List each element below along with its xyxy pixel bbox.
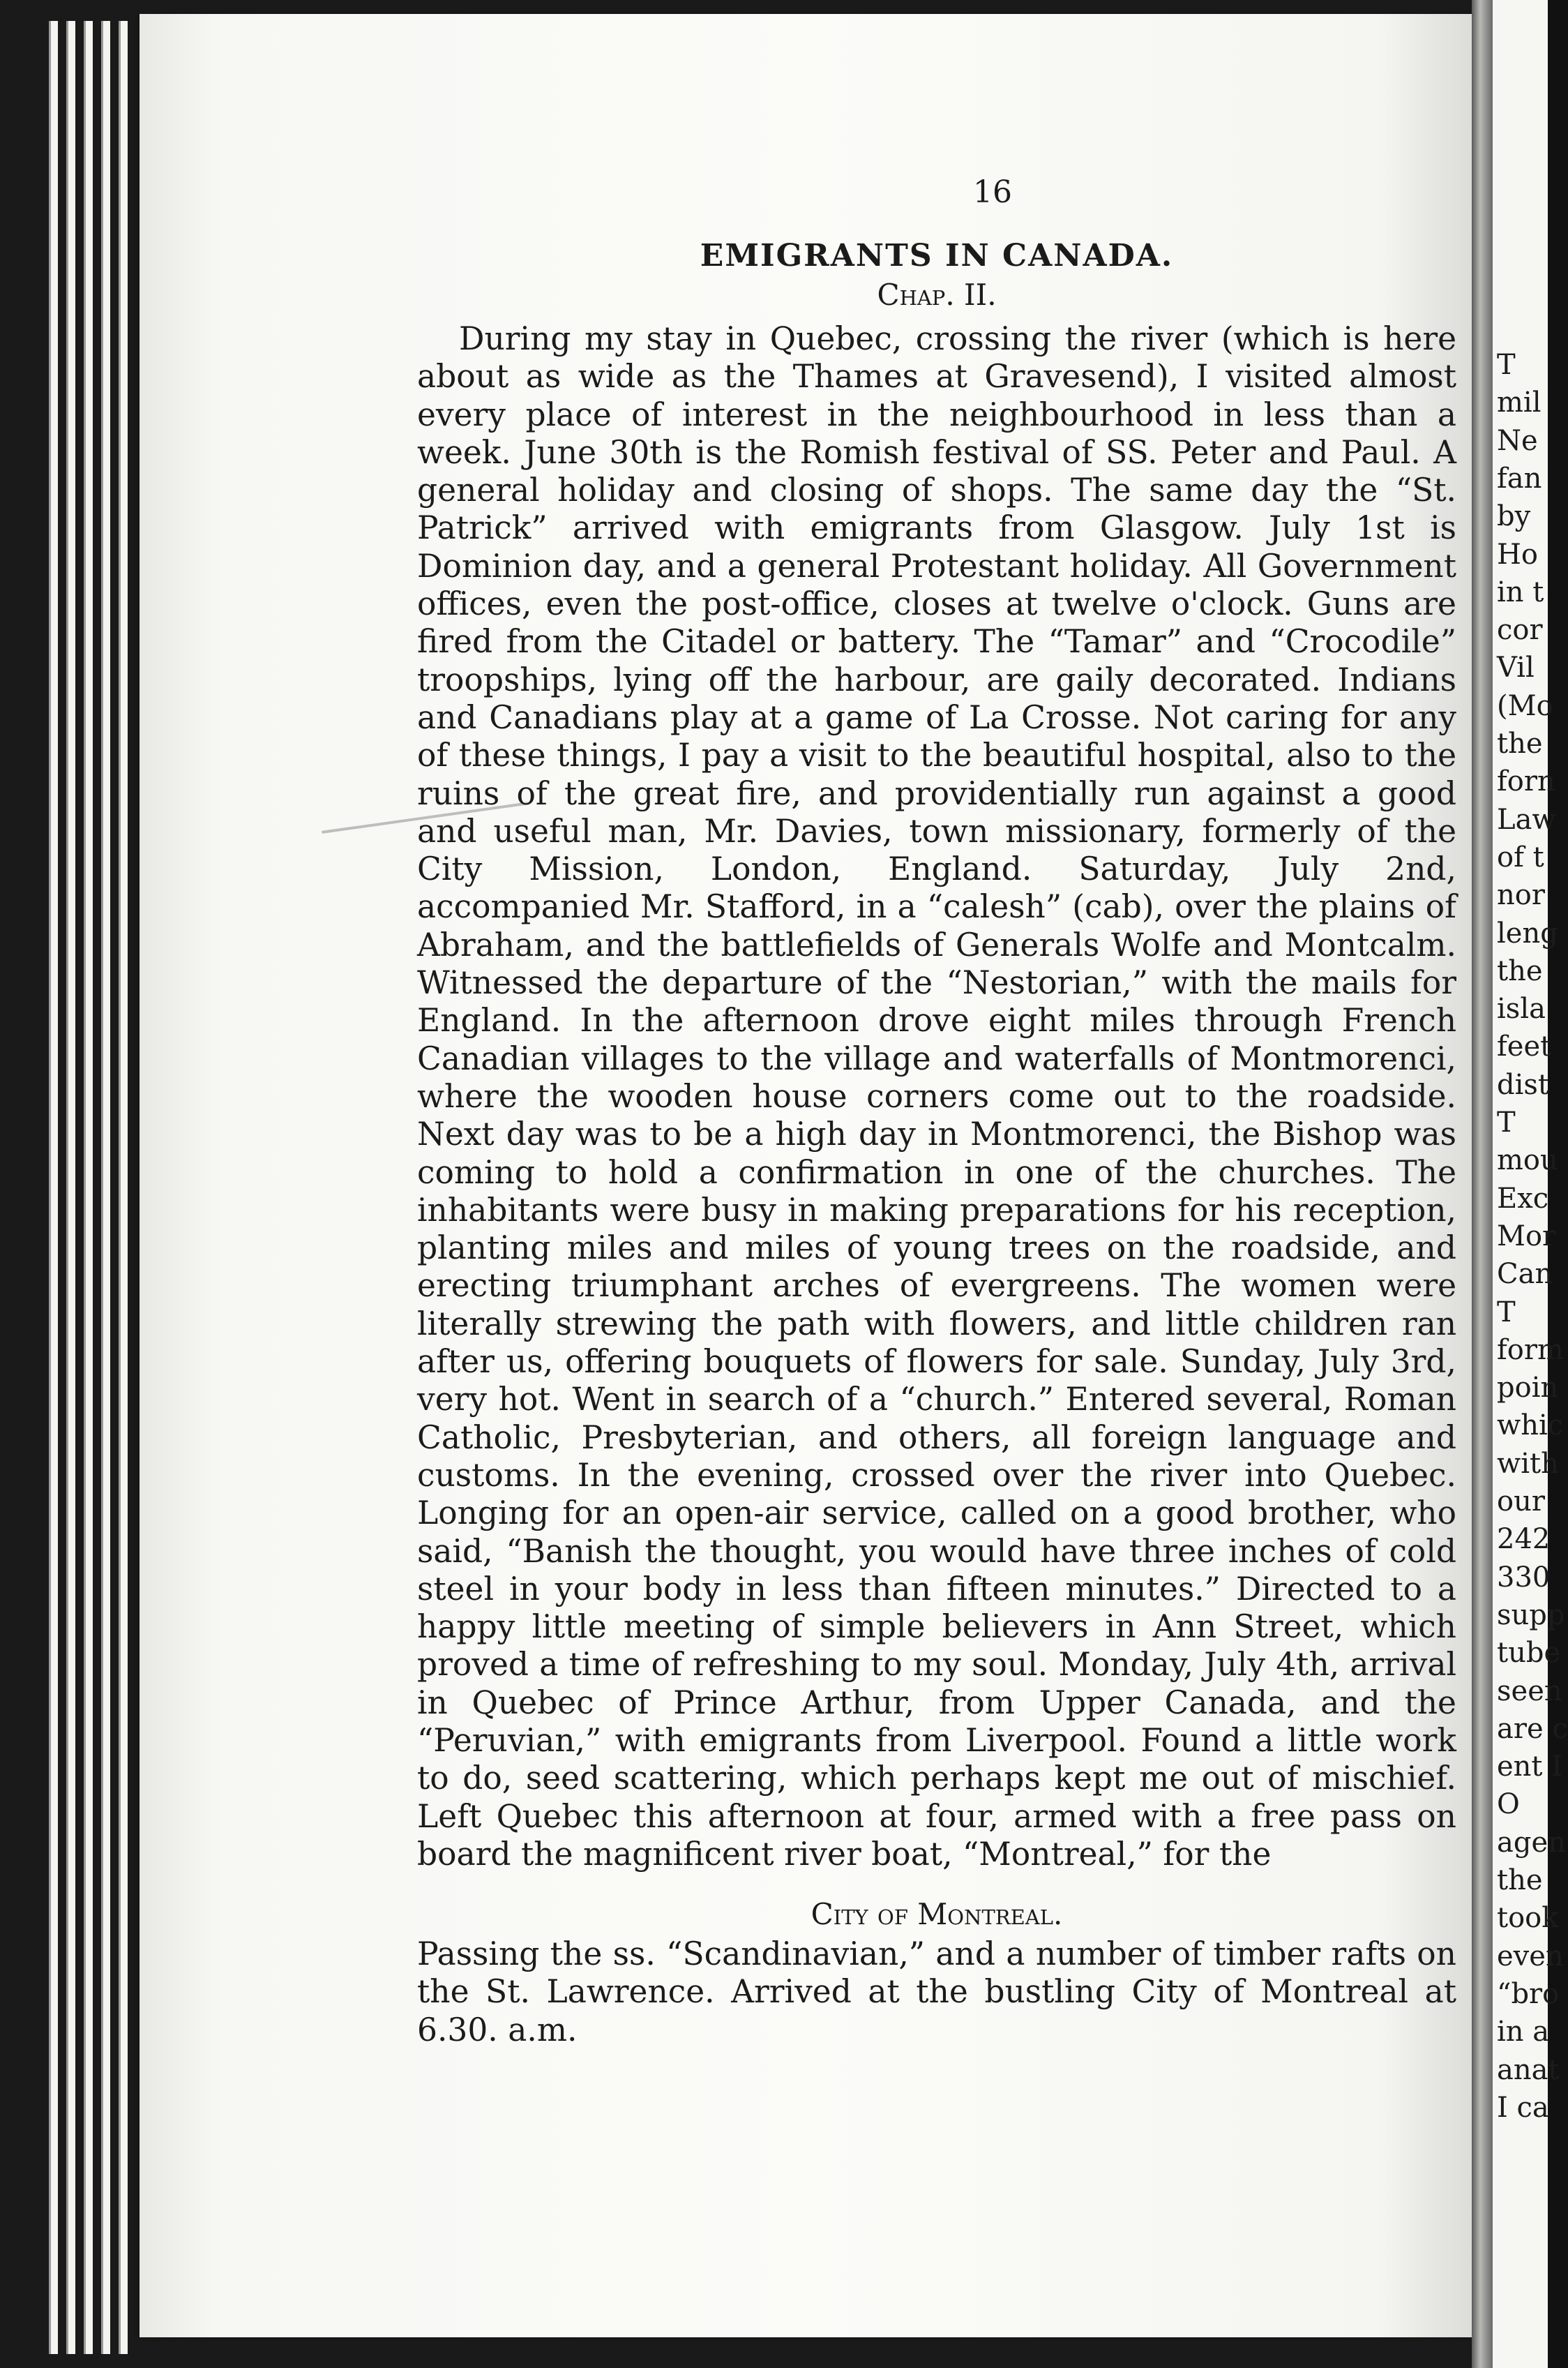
adjacent-page-text-fragment: fan bbox=[1497, 462, 1542, 495]
adjacent-page-text-fragment: 242 bbox=[1497, 1523, 1551, 1556]
page-edge bbox=[66, 21, 75, 2354]
page-number: 16 bbox=[973, 174, 1012, 210]
adjacent-page-text-fragment: form bbox=[1497, 1333, 1564, 1366]
adjacent-page-text-fragment: O bbox=[1497, 1788, 1520, 1821]
adjacent-page-text-fragment: in a bbox=[1497, 2016, 1550, 2048]
adjacent-page-text-fragment: Mor bbox=[1497, 1220, 1556, 1252]
adjacent-page-text-fragment: with bbox=[1497, 1447, 1559, 1480]
adjacent-page-text-fragment: mil bbox=[1497, 387, 1541, 419]
adjacent-page-text-fragment: T bbox=[1497, 349, 1516, 381]
adjacent-page-text-fragment: leng bbox=[1497, 917, 1558, 950]
adjacent-page-text-fragment: supp bbox=[1497, 1598, 1565, 1631]
page-edge bbox=[101, 21, 110, 2354]
adjacent-page-text-fragment: seen bbox=[1497, 1674, 1562, 1707]
section-title: City of Montreal. bbox=[811, 1897, 1063, 1932]
adjacent-page-text-fragment: took bbox=[1497, 1902, 1559, 1935]
adjacent-page-text-fragment: by bbox=[1497, 500, 1531, 533]
adjacent-page-text-fragment: ent I bbox=[1497, 1751, 1563, 1783]
adjacent-page-text-fragment: Can bbox=[1497, 1258, 1553, 1291]
adjacent-page-text-fragment: cor bbox=[1497, 614, 1543, 647]
page-edge bbox=[119, 21, 128, 2354]
adjacent-page-text-fragment: the bbox=[1497, 1864, 1543, 1896]
body-paragraph: Passing the ss. “Scandinavian,” and a number of timber rafts on the St. Lawrence. Arrived at the bustling City of Montreal at 6.30. a.m. bbox=[417, 1935, 1456, 2048]
adjacent-page-text-fragment: 330 bbox=[1497, 1561, 1551, 1594]
adjacent-page-text-fragment: mou bbox=[1497, 1144, 1558, 1177]
adjacent-page-text-fragment: T bbox=[1497, 1107, 1516, 1139]
adjacent-page-text-fragment: anat bbox=[1497, 2053, 1560, 2086]
adjacent-page-text-fragment: isla bbox=[1497, 993, 1546, 1026]
adjacent-page-text-fragment: I ca bbox=[1497, 2091, 1549, 2124]
adjacent-page-text-fragment: T bbox=[1497, 1296, 1516, 1328]
adjacent-page-text-fragment: Exc bbox=[1497, 1182, 1549, 1215]
adjacent-page-text-fragment: Ne bbox=[1497, 424, 1538, 457]
adjacent-page-text-fragment: Law bbox=[1497, 803, 1556, 836]
adjacent-page-text-fragment: Vil bbox=[1497, 652, 1535, 684]
page-edge bbox=[84, 21, 93, 2354]
adjacent-page-text-fragment: (Mo bbox=[1497, 689, 1553, 722]
adjacent-page-text-fragment: whic bbox=[1497, 1409, 1564, 1442]
adjacent-page-text-fragment: our bbox=[1497, 1485, 1545, 1518]
chapter-title: Chap. II. bbox=[877, 278, 997, 312]
adjacent-page-text-fragment: Ho bbox=[1497, 538, 1538, 571]
adjacent-page-text-fragment: of t bbox=[1497, 841, 1544, 874]
book-gutter bbox=[1472, 0, 1493, 2368]
page-heading: EMIGRANTS IN CANADA. bbox=[700, 238, 1174, 273]
adjacent-page bbox=[1493, 0, 1568, 2368]
page-edge bbox=[49, 21, 58, 2354]
adjacent-page-text-fragment: poin bbox=[1497, 1372, 1559, 1404]
adjacent-page-text-fragment: the bbox=[1497, 954, 1543, 987]
adjacent-page-text-fragment: the bbox=[1497, 728, 1543, 760]
adjacent-page-text-fragment: feet bbox=[1497, 1031, 1552, 1063]
adjacent-page-text-fragment: are c bbox=[1497, 1712, 1568, 1745]
adjacent-page-text-fragment: even bbox=[1497, 1940, 1564, 1972]
adjacent-page-text-fragment: tube bbox=[1497, 1637, 1561, 1670]
body-paragraph: During my stay in Quebec, crossing the river (which is here about as wide as the Thames at Gravesend), I visited almost every place of interest in the neighbourhood in less than a week. June 30th is the Romish festival of SS. Peter and Paul. A general holiday and closing of shops. The same day the “St. Patrick” arrived with emigrants from Glasgow. July 1st is Dominion day, and a general Protestant holiday. All Government offices, even the post-office, closes at twelve o'clock. Guns are fired from the Citadel or battery. The “Tamar” and “Crocodile” troopships, lying off the harbour, are gaily decorated. Indians and Canadians play at a game of La Crosse. Not caring for any of these things, I pay a visit to the beautiful hospital, also to the ruins of the great fire, and providentially run against a good and useful man, Mr. Davies, town missionary, formerly of the City Mission, London, England. Saturday, July 2nd, accompanied Mr. Stafford, in a “calesh” (cab), over the plains of Abraham, and the battlefields of Generals Wolfe and Montcalm. Witnessed the departure of the “Nestorian,” with the mails for England. In the afternoon drove eight miles through French Canadian villages to the village and waterfalls of Montmorenci, where the wooden house corners come out to the roadside. Next day was to be a high day in Montmorenci, the Bishop was coming to hold a confirmation in one of the churches. The inhabitants were busy in making preparations for his reception, planting miles and miles of young trees on the roadside, and erecting triumphant arches of evergreens. The women were literally strewing the path with flowers, and little children ran after us, offering bouquets of flowers for sale. Sunday, July 3rd, very hot. Went in search of a “church.” Entered several, Roman Catholic, Presbyterian, and others, all foreign language and customs. In the evening, crossed over the river into Quebec. Longing for an open-air service, called on a good brother, who said, “Banish the thought, you would have three inches of cold steel in your body in less than fifteen minutes.” Directed to a happy little meeting of simple believers in Ann Street, which proved a time of refreshing to my soul. Monday, July 4th, arrival in Quebec of Prince Arthur, from Upper Canada, and the “Peruvian,” with emigrants from Liverpool. Found a little work to do, seed scattering, which perhaps kept me out of mischief. Left Quebec this afternoon at four, armed with a free pass on board the magnificent river boat, “Montreal,” for the bbox=[417, 320, 1456, 1873]
adjacent-page-text-fragment: in t bbox=[1497, 576, 1544, 608]
adjacent-page-text-fragment: agen bbox=[1497, 1826, 1566, 1859]
page-content bbox=[417, 174, 1456, 2049]
adjacent-page-text-fragment: dist bbox=[1497, 1068, 1549, 1101]
adjacent-page-text-fragment: forn bbox=[1497, 765, 1555, 798]
adjacent-page-text-fragment: nor bbox=[1497, 879, 1545, 912]
adjacent-page-text-fragment: “bro bbox=[1497, 1977, 1560, 2010]
